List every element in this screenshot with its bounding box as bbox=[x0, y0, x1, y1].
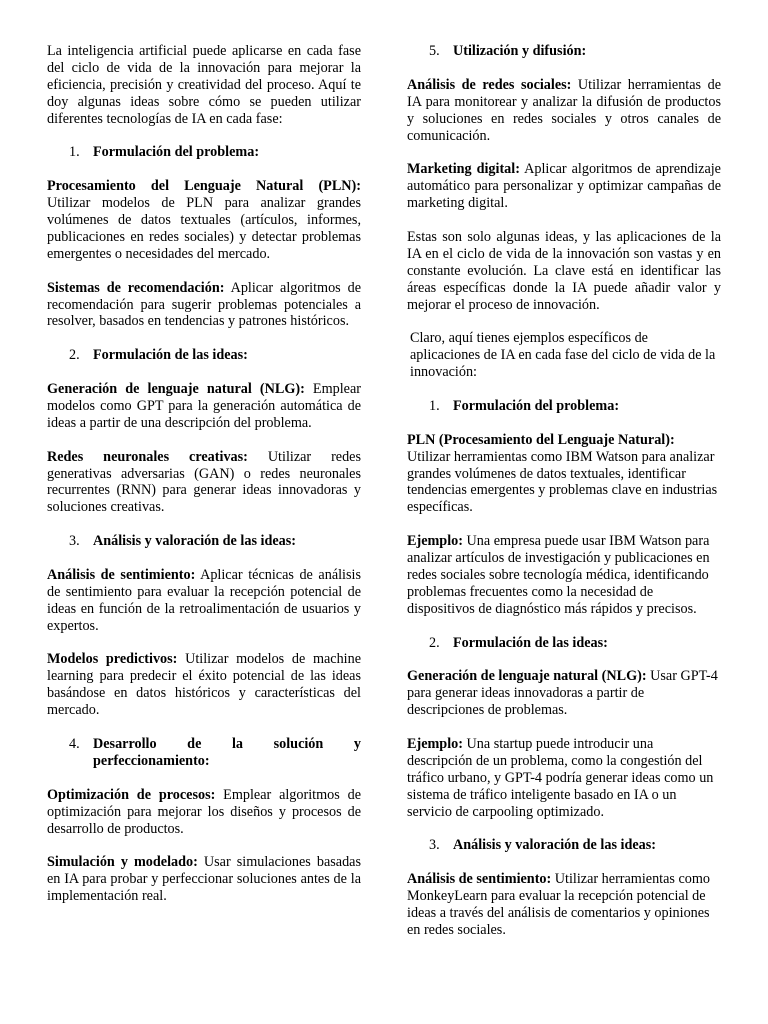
item-term: Marketing digital: bbox=[407, 161, 520, 178]
item-text: Utilizar herramientas de IA para monitorear y analizar la difusión de productos y soluciones en redes sociales y otros canales de comunicación. bbox=[407, 76, 721, 144]
item-term: Ejemplo: bbox=[407, 736, 463, 752]
item-text: Aplicar algoritmos de aprendizaje automático para personalizar y optimizar campañas de marketing digital. bbox=[407, 161, 721, 212]
item-text: Utilizar herramientas como IBM Watson para analizar grandes volúmenes de datos textuales, identificar tendencias emergentes y problemas clave en industrias específicas. bbox=[407, 448, 718, 516]
item-text: Aplicar algoritmos de recomendación para sugerir problemas potenciales a resolver, basados en tendencias y patrones históricos. bbox=[47, 279, 361, 330]
item-term: Procesamiento del Lenguaje Natural (PLN): bbox=[47, 178, 361, 195]
item-paragraph bbox=[407, 77, 721, 145]
section-heading-5 bbox=[407, 43, 721, 60]
item-paragraph bbox=[47, 381, 361, 432]
example-heading-3 bbox=[407, 837, 721, 854]
section-title: Formulación del problema: bbox=[453, 397, 620, 414]
section-number: 2. bbox=[429, 634, 440, 651]
item-term: Modelos predictivos: bbox=[47, 651, 178, 668]
item-text: Usar simulaciones basadas en IA para probar y perfeccionar soluciones antes de la implementación real. bbox=[47, 854, 361, 905]
intro2-paragraph: Claro, aquí tienes ejemplos específicos de aplicaciones de IA en cada fase del ciclo de vida de la innovación: bbox=[410, 330, 716, 381]
item-text: Emplear modelos como GPT para la generación automática de ideas a partir de una descripción del problema. bbox=[47, 381, 361, 431]
item-paragraph bbox=[47, 787, 361, 838]
item-term: Análisis de sentimiento: bbox=[47, 566, 196, 583]
section-number: 3. bbox=[429, 837, 440, 854]
item-paragraph bbox=[47, 651, 361, 719]
item-text: Utilizar modelos de machine learning para predecir el éxito potencial de las ideas basándose en datos históricos y características del mercado. bbox=[47, 651, 362, 719]
item-term: Sistemas de recomendación: bbox=[47, 279, 225, 296]
left-column bbox=[47, 43, 361, 905]
item-text: Una startup puede introducir una descripción de un problema, como la congestión del tráfico urbano, y GPT-4 podría generar ideas como un sistema de tráfico inteligente basado en IA o un servicio de carpooling optimizado. bbox=[407, 736, 714, 820]
item-text: Utilizar herramientas como MonkeyLearn para evaluar la recepción potencial de ideas a través del análisis de comentarios y opiniones en redes sociales. bbox=[407, 871, 711, 938]
item-paragraph bbox=[407, 161, 721, 212]
item-paragraph bbox=[47, 280, 361, 331]
item-term: Optimización de procesos: bbox=[47, 786, 216, 803]
intro-paragraph: La inteligencia artificial puede aplicarse en cada fase del ciclo de vida de la innovación para mejorar la eficiencia, precisión y creatividad del proceso. Aquí te doy algunas ideas sobre cómo se pueden utilizar diferentes tecnologías de IA en cada fase: bbox=[47, 43, 361, 127]
closing-paragraph: Estas son solo algunas ideas, y las aplicaciones de la IA en el ciclo de vida de la innovación son vastas y en constante evolución. La clave está en identificar las áreas específicas donde la IA puede añadir valor y mejorar el proceso de innovación. bbox=[407, 228, 721, 313]
section-heading-1 bbox=[47, 144, 361, 161]
example-heading-2 bbox=[407, 635, 721, 652]
section-heading-4 bbox=[47, 736, 361, 770]
section-title: Análisis y valoración de las ideas: bbox=[453, 837, 656, 854]
section-heading-2 bbox=[47, 347, 361, 364]
item-text: Usar GPT-4 para generar ideas innovadoras a partir de descripciones de problemas. bbox=[407, 668, 718, 719]
item-paragraph bbox=[47, 178, 361, 263]
section-number: 5. bbox=[429, 43, 440, 59]
item-paragraph bbox=[407, 736, 721, 821]
item-term: Ejemplo: bbox=[407, 533, 463, 550]
item-term: Generación de lenguaje natural (NLG): bbox=[47, 381, 305, 398]
section-heading-3 bbox=[47, 533, 361, 550]
section-title: Formulación de las ideas: bbox=[93, 347, 248, 364]
item-paragraph bbox=[47, 854, 361, 905]
section-title: Utilización y difusión: bbox=[453, 43, 587, 59]
item-term: Análisis de redes sociales: bbox=[407, 76, 572, 93]
item-text: Emplear algoritmos de optimización para mejorar los diseños y procesos de desarrollo de productos. bbox=[47, 786, 361, 837]
item-text: Una empresa puede usar IBM Watson para analizar artículos de investigación y publicaciones en redes sociales sobre tecnología médica, identificando problemas frecuentes como la necesidad de dispositivos de diagnóstico más rápidos y precisos. bbox=[407, 533, 710, 617]
section-number: 3. bbox=[69, 533, 80, 550]
item-term: Generación de lenguaje natural (NLG): bbox=[407, 668, 647, 685]
item-term: PLN (Procesamiento del Lenguaje Natural): bbox=[407, 431, 675, 448]
item-term: Análisis de sentimiento: bbox=[407, 871, 552, 888]
item-paragraph bbox=[47, 449, 361, 517]
section-title: Formulación de las ideas: bbox=[453, 634, 608, 651]
item-paragraph bbox=[407, 533, 721, 618]
item-text: Aplicar técnicas de análisis de sentimiento para evaluar la recepción potencial de ideas en función de la retroalimentación de usuarios y expertos. bbox=[47, 566, 361, 634]
item-term: Redes neuronales creativas: bbox=[47, 448, 248, 465]
item-paragraph bbox=[47, 567, 361, 635]
section-title-line-1: Desarrollo de la solución y bbox=[93, 736, 361, 752]
item-text: Utilizar modelos de PLN para analizar grandes volúmenes de datos textuales (artículos, informes, publicaciones en redes sociales) y detectar problemas emergentes o necesidades del mercado. bbox=[47, 195, 361, 262]
item-text: Utilizar redes generativas adversarias (GAN) o redes neuronales recurrentes (RNN) para generar ideas innovadoras y soluciones creativas. bbox=[47, 448, 361, 516]
item-paragraph bbox=[407, 432, 721, 517]
section-number: 1. bbox=[69, 144, 80, 161]
item-paragraph bbox=[407, 668, 721, 719]
section-title-line-2: perfeccionamiento: bbox=[93, 752, 210, 769]
right-column bbox=[407, 43, 721, 939]
section-title: Formulación del problema: bbox=[93, 144, 260, 161]
section-number: 2. bbox=[69, 347, 80, 364]
item-term: Simulación y modelado: bbox=[47, 854, 198, 871]
section-number: 4. bbox=[69, 736, 80, 752]
section-title: Análisis y valoración de las ideas: bbox=[93, 533, 296, 550]
item-paragraph bbox=[407, 871, 721, 939]
example-heading-1 bbox=[407, 398, 721, 415]
section-number: 1. bbox=[429, 397, 440, 414]
